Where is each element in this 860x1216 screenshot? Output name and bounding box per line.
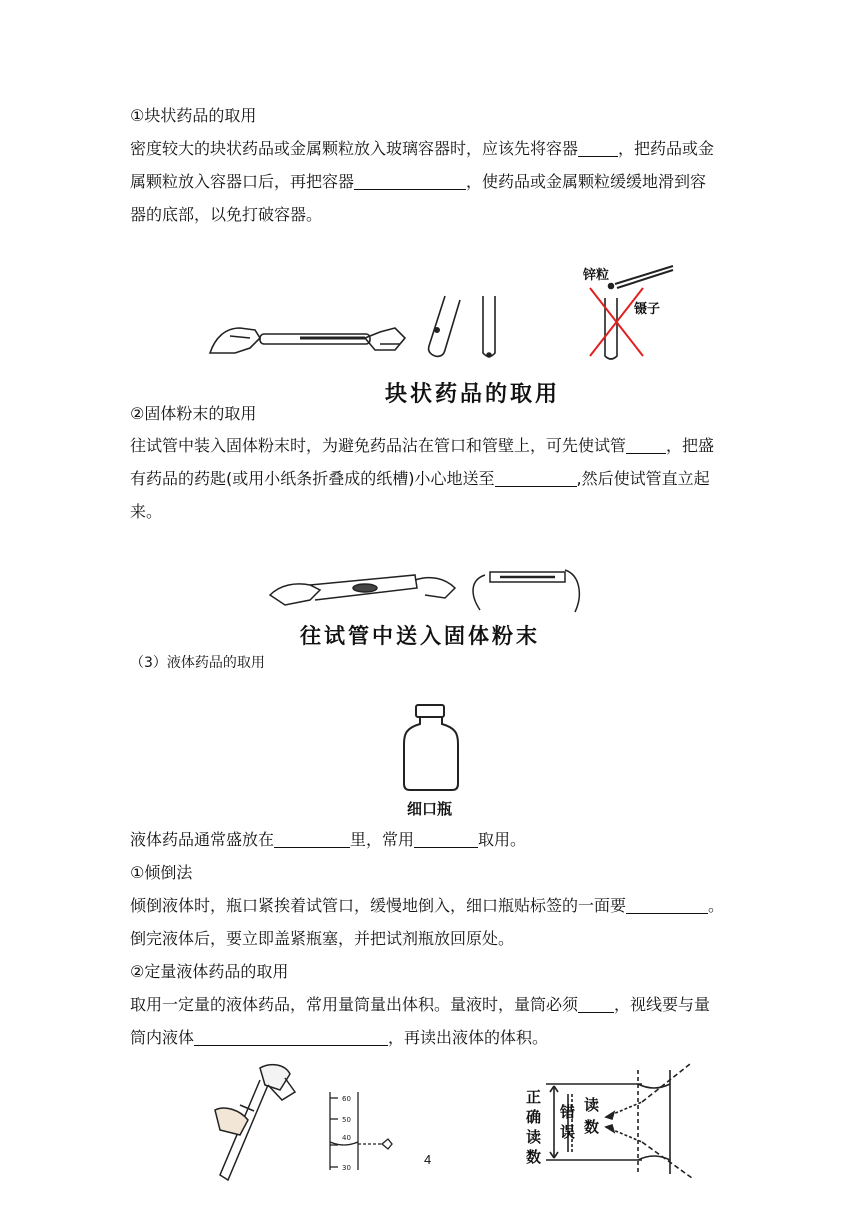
answer-blank[interactable] bbox=[626, 897, 708, 914]
correct-reading-char: 读 bbox=[526, 1128, 542, 1146]
paragraph-line: 器的底部，以免打破容器。 bbox=[130, 205, 323, 224]
section-title-quantitative: ②定量液体药品的取用 bbox=[130, 962, 289, 981]
tick-label: 30 bbox=[342, 1164, 351, 1172]
narrow-mouth-bottle-figure bbox=[396, 700, 466, 800]
figure-pouring-cylinder bbox=[210, 1060, 300, 1185]
answer-blank[interactable] bbox=[354, 173, 466, 190]
paragraph-line: 倒完液体后，要立即盖紧瓶塞，并把试剂瓶放回原处。 bbox=[130, 929, 515, 948]
figure-reading-diagram bbox=[520, 1062, 700, 1180]
page-number: 4 bbox=[424, 1152, 432, 1167]
tick-label: 60 bbox=[342, 1095, 351, 1103]
paragraph-line: 密度较大的块状药品或金属颗粒放入玻璃容器时，应该先将容器 ，把药品或金 bbox=[130, 139, 715, 158]
section-title-liquid: （3）液体药品的取用 bbox=[130, 655, 265, 671]
correct-reading-char: 数 bbox=[526, 1148, 542, 1166]
label-zinc: 锌粒 bbox=[583, 268, 610, 283]
paragraph-line: 倾倒液体时，瓶口紧挨着试管口，缓慢地倒入，细口瓶贴标签的一面要 。 bbox=[130, 896, 725, 915]
reading-char: 数 bbox=[584, 1118, 600, 1136]
reading-char: 读 bbox=[584, 1096, 600, 1114]
answer-blank[interactable] bbox=[495, 470, 577, 487]
figure-caption-lump: 块状药品的取用 bbox=[385, 382, 561, 407]
figure-caption-powder: 往试管中送入固体粉末 bbox=[300, 624, 540, 648]
correct-reading-char: 正 bbox=[526, 1088, 542, 1106]
paragraph-line: 往试管中装入固体粉末时，为避免药品沾在管口和管壁上，可先使试管 ，把盛 bbox=[130, 436, 715, 455]
section-title-pour: ①倾倒法 bbox=[130, 863, 193, 882]
tick-label: 40 bbox=[342, 1134, 351, 1142]
paragraph-line: 有药品的药匙(或用小纸条折叠成的纸槽)小心地送至 ,然后使试管直立起 bbox=[130, 469, 710, 488]
correct-reading-char: 确 bbox=[526, 1108, 542, 1126]
paragraph-line: 筒内液体 ，再读出液体的体积。 bbox=[130, 1028, 549, 1047]
figure-caption-bottle: 细口瓶 bbox=[407, 800, 453, 818]
paragraph-line: 取用一定量的液体药品，常用量筒量出体积。量液时，量筒必须 ，视线要与量 bbox=[130, 995, 711, 1014]
figure-lump-handling bbox=[205, 258, 695, 368]
wrong-reading-char: 误 bbox=[560, 1123, 576, 1141]
section-title-lump: ①块状药品的取用 bbox=[130, 106, 257, 125]
tick-label: 50 bbox=[342, 1116, 351, 1124]
paragraph-line: 液体药品通常盛放在 里，常用 取用。 bbox=[130, 830, 527, 849]
answer-blank[interactable] bbox=[414, 831, 478, 848]
answer-blank[interactable] bbox=[578, 996, 614, 1013]
answer-blank[interactable] bbox=[274, 831, 350, 848]
paragraph-line: 属颗粒放入容器口后，再把容器 ，使药品或金属颗粒缓缓地滑到容 bbox=[130, 172, 707, 191]
answer-blank[interactable] bbox=[626, 437, 666, 454]
wrong-reading-char: 错 bbox=[560, 1103, 576, 1121]
figure-cylinder-scale bbox=[322, 1090, 402, 1172]
answer-blank[interactable] bbox=[578, 140, 618, 157]
section-title-powder: ②固体粉末的取用 bbox=[130, 404, 257, 423]
label-tweezers: 镊子 bbox=[634, 302, 661, 317]
paragraph-line: 来。 bbox=[130, 502, 163, 521]
answer-blank[interactable] bbox=[194, 1029, 388, 1046]
figure-powder-handling bbox=[265, 560, 590, 620]
